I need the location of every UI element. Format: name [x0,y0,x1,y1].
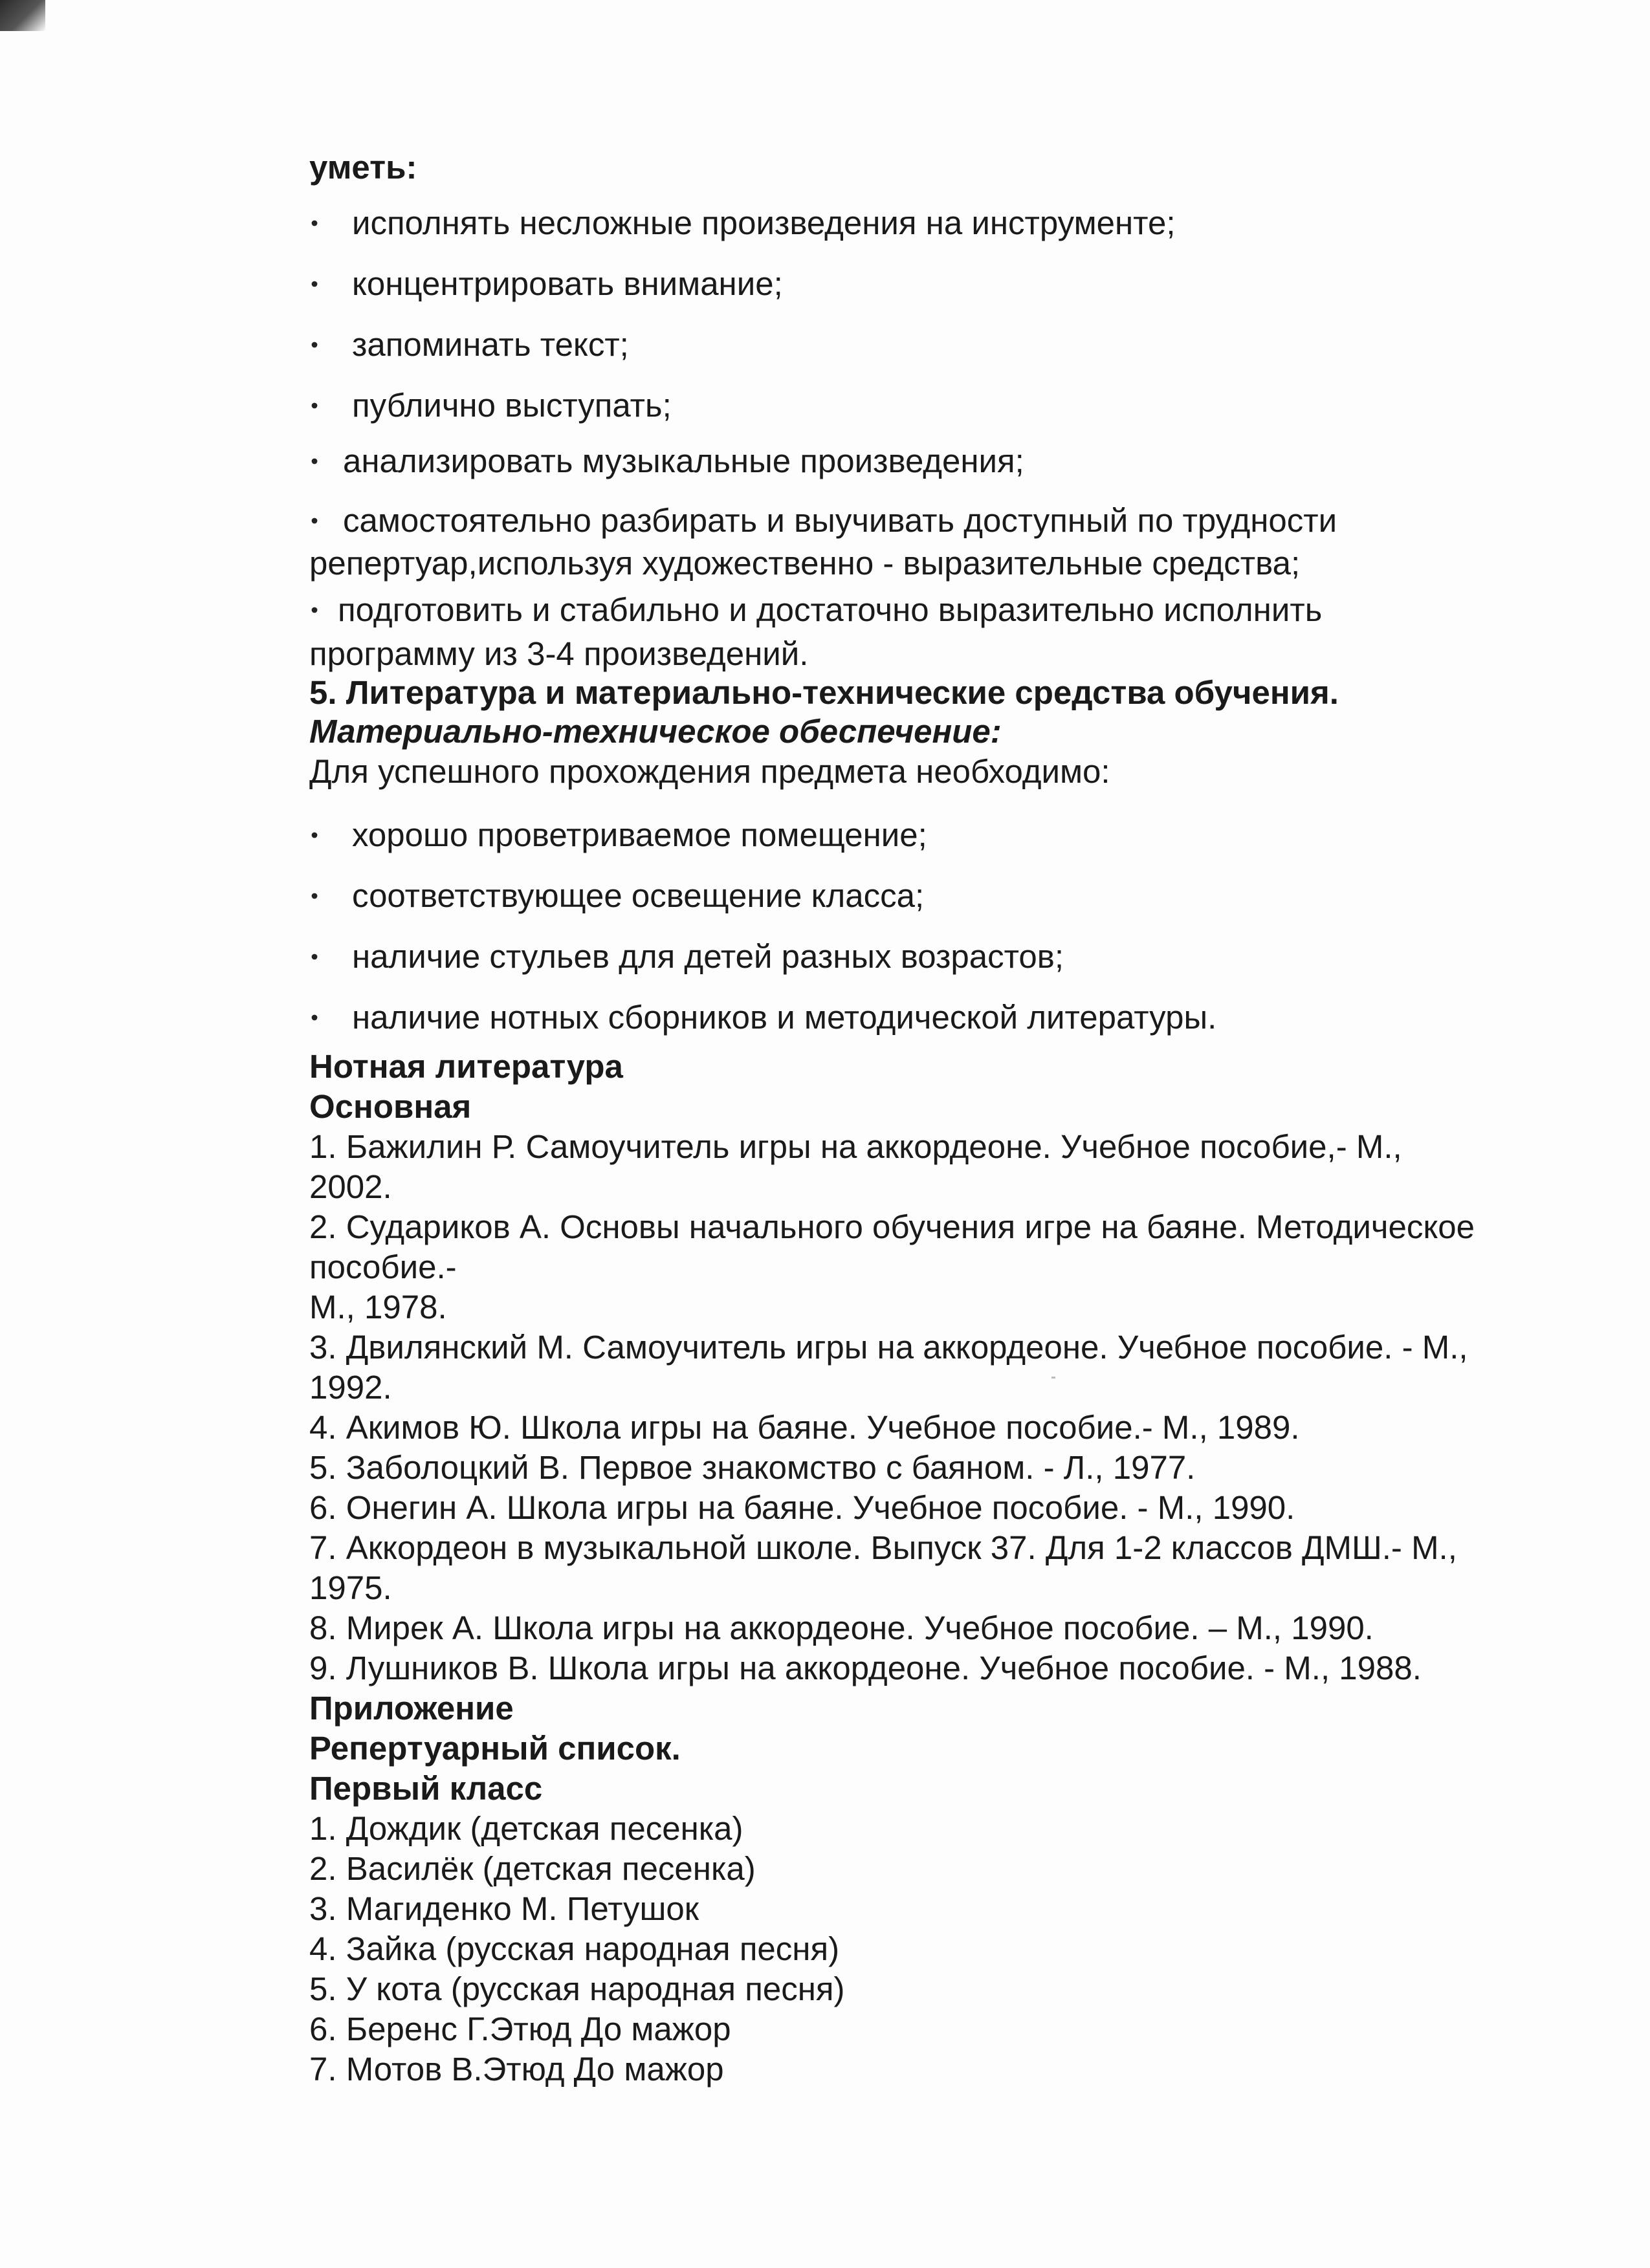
literature-line: 2002. [309,1168,392,1205]
skill-item: концентрировать внимание; [309,265,783,303]
repertoire-title: Репертуарный список. [309,1730,681,1767]
repertoire-item: 4. Зайка (русская народная песня) [309,1930,840,1967]
repertoire-item: 7. Мотов В.Этюд До мажор [309,2051,724,2088]
skill-item: подготовить и стабильно и достаточно выразительно исполнить [309,591,1322,629]
repertoire-item: 6. Беренс Г.Этюд До мажор [309,2011,731,2047]
section-title: 5. Литература и материально-технические средства обучения. [309,674,1339,711]
literature-line: 1. Бажилин Р. Самоучитель игры на аккордеоне. Учебное пособие,- М., [309,1128,1402,1165]
bullet-icon [312,342,318,347]
literature-line: М., 1978. [309,1289,447,1325]
literature-line: 5. Заболоцкий В. Первое знакомство с баяном. - Л., 1977. [309,1449,1196,1486]
scan-edge-artifact [0,0,45,31]
literature-line: 3. Двилянский М. Самоучитель игры на аккордеоне. Учебное пособие. - М., [309,1329,1468,1366]
equipment-item: наличие нотных сборников и методической литературы. [309,999,1216,1037]
bullet-icon [312,281,318,287]
bullet-icon [312,893,318,899]
literature-line: 9. Лушников В. Школа игры на аккордеоне. Учебное пособие. - М., 1988. [309,1650,1422,1686]
section-intro: Для успешного прохождения предмета необходимо: [309,753,1110,790]
bullet-icon [312,1014,318,1020]
repertoire-item: 5. У кота (русская народная песня) [309,1970,845,2007]
literature-line: 2. Судариков А. Основы начального обучения игре на баяне. Методическое [309,1208,1475,1245]
skills-heading: уметь: [309,149,417,186]
literature-line: 1975. [309,1569,392,1606]
literature-line: 1992. [309,1369,392,1406]
skill-item: публично выступать; [309,387,672,425]
skill-item-continuation: программу из 3-4 произведений. [309,635,809,672]
bullet-icon [312,518,318,523]
literature-line: 4. Акимов Ю. Школа игры на баяне. Учебное пособие.- М., 1989. [309,1409,1300,1446]
repertoire-item: 1. Дождик (детская песенка) [309,1810,743,1847]
skill-item: запоминать текст; [309,326,629,364]
repertoire-item: 2. Василёк (детская песенка) [309,1850,756,1887]
equipment-item: хорошо проветриваемое помещение; [309,816,927,855]
literature-subheading: Основная [309,1088,472,1125]
literature-line: пособие.- [309,1248,457,1285]
bullet-icon [312,458,318,464]
literature-line: 7. Аккордеон в музыкальной школе. Выпуск 37. Для 1-2 классов ДМШ.- М., [309,1529,1457,1566]
skill-item: исполнять несложные произведения на инструменте; [309,204,1176,243]
section-subtitle: Материально-техническое обеспечение: [309,713,1002,750]
skill-item: самостоятельно разбирать и выучивать доступный по трудности [309,502,1337,540]
skill-item: анализировать музыкальные произведения; [309,442,1024,481]
scan-speck [1051,1377,1055,1379]
class-title: Первый класс [309,1770,543,1807]
literature-line: 6. Онегин А. Школа игры на баяне. Учебное пособие. - М., 1990. [309,1489,1295,1526]
literature-heading: Нотная литература [309,1048,623,1085]
bullet-icon [312,954,318,959]
repertoire-item: 3. Магиденко М. Петушок [309,1890,699,1927]
literature-line: 8. Мирек А. Школа игры на аккордеоне. Учебное пособие. – М., 1990. [309,1609,1374,1646]
equipment-item: наличие стульев для детей разных возрастов; [309,938,1064,976]
equipment-item: соответствующее освещение класса; [309,877,924,915]
skill-item-continuation: репертуар,используя художественно - выразительные средства; [309,545,1301,582]
bullet-icon [312,220,318,226]
bullet-icon [312,402,318,408]
appendix-heading: Приложение [309,1690,514,1727]
bullet-icon [312,607,318,613]
bullet-icon [312,832,318,838]
